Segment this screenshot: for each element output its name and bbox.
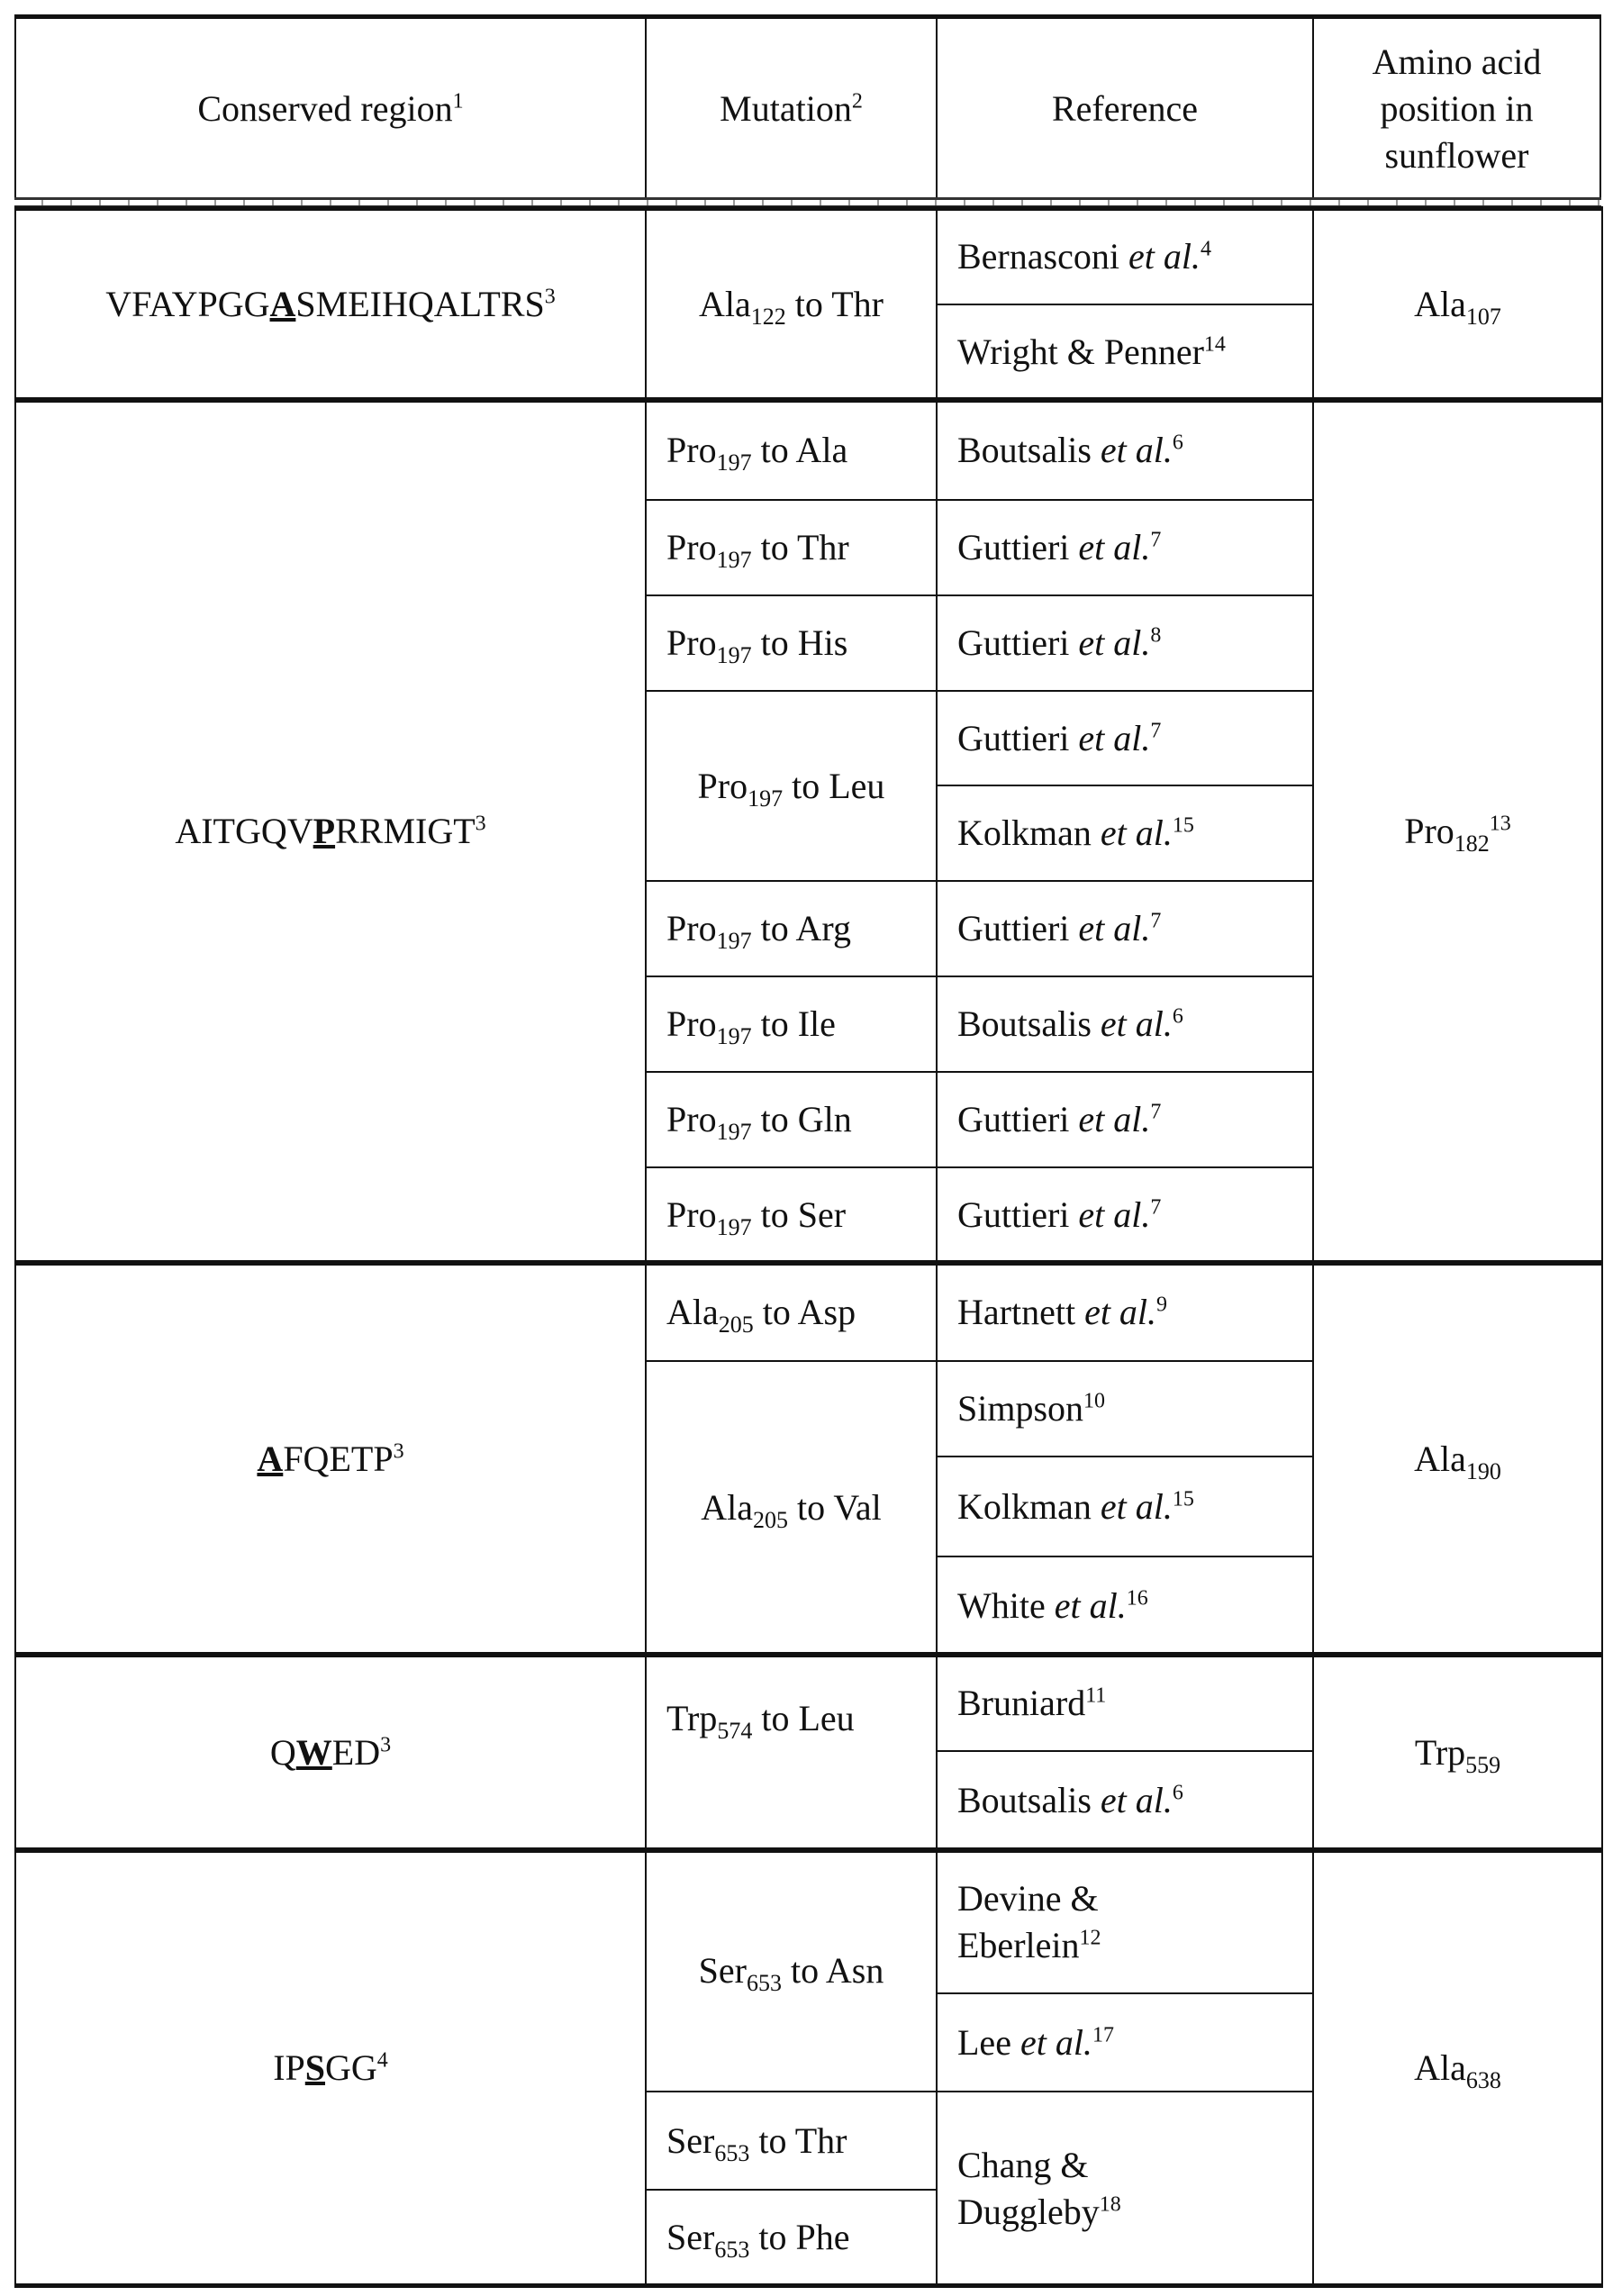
sequence-prefix: AITGQV	[175, 811, 313, 851]
author: Guttieri	[957, 1099, 1069, 1139]
amino-acid-position	[1415, 1729, 1500, 1776]
mutation-label	[666, 1695, 855, 1742]
author: Kolkman	[957, 1486, 1092, 1527]
author: Boutsalis	[957, 1780, 1092, 1820]
author: Guttieri	[957, 527, 1069, 567]
header-amino-acid-position	[1312, 14, 1601, 200]
mutation-cell	[645, 1360, 938, 1656]
mutation-label	[666, 1096, 852, 1143]
sequence-suffix: SMEIHQALTRS	[295, 284, 544, 324]
residue: Trp	[666, 1698, 717, 1738]
author: Guttieri	[957, 718, 1069, 758]
amino-acid-position	[1414, 2045, 1501, 2092]
et-al: et al.	[1101, 1780, 1173, 1820]
mutation-label	[699, 281, 884, 328]
reference-citation	[957, 620, 1161, 667]
amino-acid-position-cell	[1312, 1262, 1603, 1656]
residue-position: 197	[717, 642, 752, 668]
conserved-region-cell	[14, 1654, 647, 1851]
footnote-marker: 13	[1490, 812, 1511, 836]
footnote-marker: 7	[1150, 910, 1161, 933]
residue: Pro	[666, 1194, 717, 1235]
et-al: et al.	[1101, 812, 1173, 853]
et-al: et al.	[1078, 1099, 1150, 1139]
footnote-marker: 7	[1150, 1101, 1161, 1124]
et-al: et al.	[1084, 1292, 1156, 1332]
footnote-marker: 8	[1150, 624, 1161, 648]
footnote-marker: 7	[1150, 1196, 1161, 1220]
mutation-label	[698, 763, 885, 810]
et-al: et al.	[1055, 1585, 1127, 1626]
reference-citation	[957, 329, 1226, 376]
mutation-label	[666, 620, 847, 667]
residue-position: 197	[717, 1214, 752, 1240]
reference-citation	[957, 810, 1194, 857]
residue-position: 182	[1454, 830, 1490, 857]
reference-cell	[936, 785, 1314, 882]
mutation-label	[699, 1947, 884, 1994]
footnote-marker: 9	[1156, 1293, 1167, 1316]
header-label: Mutation	[720, 88, 852, 129]
residue: Ala	[1414, 284, 1466, 324]
et-al: et al.	[1078, 622, 1150, 663]
footnote-marker: 3	[394, 1439, 404, 1463]
amino-acid-position-cell	[1312, 208, 1603, 401]
residue: Ala	[666, 1292, 719, 1332]
reference-cell	[936, 499, 1314, 596]
reference-citation	[957, 1484, 1194, 1530]
sequence-prefix: IP	[273, 2047, 305, 2088]
footnote-marker: 3	[380, 1733, 391, 1756]
author: Boutsalis	[957, 1003, 1092, 1044]
key-residue: S	[305, 2047, 325, 2088]
footnote-marker: 2	[852, 89, 863, 113]
substitution: to Asp	[763, 1292, 856, 1332]
sequence-prefix: VFAYPGG	[105, 284, 269, 324]
mutation-cell	[645, 1071, 938, 1168]
mutation-label	[666, 1289, 856, 1336]
reference-cell	[936, 1849, 1314, 1994]
et-al: et al.	[1101, 1003, 1173, 1044]
amino-acid-position-cell	[1312, 399, 1603, 1264]
residue-position: 653	[714, 2237, 749, 2263]
mutation-label	[666, 2214, 849, 2261]
amino-acid-position-cell	[1312, 1654, 1603, 1851]
residue-position: 197	[717, 928, 752, 954]
residue-position: 205	[753, 1507, 788, 1533]
mutation-cell	[645, 690, 938, 882]
substitution: to Arg	[761, 908, 851, 948]
footnote-marker: 16	[1127, 1586, 1148, 1610]
author: Chang & Duggleby	[957, 2145, 1100, 2232]
key-residue: A	[270, 284, 296, 324]
reference-citation	[957, 233, 1211, 280]
residue-position: 197	[717, 1119, 752, 1145]
residue: Pro	[666, 1003, 717, 1044]
footnote-marker: 7	[1150, 529, 1161, 552]
substitution: to Ser	[761, 1194, 846, 1235]
et-al: et al.	[1128, 236, 1201, 277]
mutation-cell	[645, 2091, 938, 2191]
reference-cell	[936, 1262, 1314, 1362]
sequence-suffix: GG	[325, 2047, 377, 2088]
residue: Trp	[1415, 1732, 1465, 1773]
substitution: to Ala	[761, 430, 848, 470]
mutation-label	[666, 427, 847, 474]
author: Guttieri	[957, 622, 1069, 663]
residue-position: 559	[1465, 1752, 1500, 1778]
mutation-label	[666, 2118, 847, 2164]
residue: Pro	[666, 622, 717, 663]
conserved-region-cell	[14, 1262, 647, 1656]
footnote-marker: 4	[1201, 238, 1211, 261]
footnote-marker: 15	[1173, 814, 1194, 838]
conserved-region-cell	[14, 1849, 647, 2286]
reference-citation	[957, 1680, 1106, 1727]
author: Guttieri	[957, 908, 1069, 948]
mutation-label	[701, 1484, 881, 1531]
residue: Ala	[699, 284, 751, 324]
reference-citation	[957, 715, 1161, 762]
footnote-marker: 6	[1173, 1782, 1183, 1805]
key-residue: W	[296, 1732, 332, 1773]
residue: Ser	[666, 2217, 714, 2257]
et-al: et al.	[1078, 527, 1150, 567]
residue-position: 197	[717, 449, 752, 476]
residue-position: 653	[747, 1970, 782, 1996]
header-mutation	[645, 14, 938, 200]
residue-position: 197	[717, 1023, 752, 1049]
author: Hartnett	[957, 1292, 1075, 1332]
footnote-marker: 12	[1080, 1926, 1101, 1949]
reference-citation	[957, 1096, 1161, 1143]
header-reference	[936, 14, 1314, 200]
key-residue: P	[313, 811, 335, 851]
residue: Pro	[1404, 811, 1454, 851]
reference-citation	[957, 1583, 1148, 1629]
reference-cell	[936, 976, 1314, 1073]
footnote-marker: 7	[1150, 719, 1161, 742]
reference-citation	[957, 2142, 1164, 2236]
residue-position: 653	[714, 2140, 749, 2166]
sequence-prefix: Q	[270, 1732, 296, 1773]
footnote-marker: 15	[1173, 1487, 1194, 1511]
residue-position: 205	[719, 1311, 754, 1338]
conserved-region-sequence	[105, 281, 556, 328]
reference-cell	[936, 594, 1314, 692]
footnote-marker: 14	[1204, 333, 1226, 357]
reference-citation	[957, 1777, 1183, 1824]
amino-acid-position	[1414, 1436, 1501, 1483]
substitution: to Asn	[791, 1950, 884, 1991]
substitution: to Phe	[758, 2217, 849, 2257]
author: Devine & Eberlein	[957, 1878, 1099, 1965]
reference-citation	[957, 427, 1183, 474]
reference-cell	[936, 1992, 1314, 2092]
amino-acid-position-cell	[1312, 1849, 1603, 2286]
header-label: Conserved region	[197, 88, 452, 129]
amino-acid-position	[1414, 281, 1501, 328]
footnote-marker: 3	[545, 286, 556, 309]
residue: Pro	[666, 1099, 717, 1139]
footnote-marker: 17	[1092, 2023, 1114, 2046]
substitution: to Leu	[761, 1698, 854, 1738]
header-conserved-region	[14, 14, 647, 200]
header-double-rule	[14, 197, 1601, 208]
conserved-region-sequence	[270, 1729, 391, 1776]
et-al: et al.	[1020, 2022, 1092, 2063]
reference-cell	[936, 208, 1314, 305]
mutation-label	[666, 1192, 846, 1239]
author: Lee	[957, 2022, 1011, 2063]
residue: Pro	[698, 766, 748, 806]
mutation-cell	[645, 1166, 938, 1264]
header-label: Reference	[1052, 86, 1198, 132]
mutation-cell	[645, 399, 938, 501]
reference-citation	[957, 2019, 1114, 2066]
author: Simpson	[957, 1388, 1083, 1429]
residue: Pro	[666, 527, 717, 567]
residue: Ser	[699, 1950, 747, 1991]
sequence-suffix: RRMIGT	[335, 811, 476, 851]
footnote-marker: 11	[1085, 1683, 1106, 1707]
mutation-cell	[645, 976, 938, 1073]
et-al: et al.	[1078, 718, 1150, 758]
substitution: to Leu	[792, 766, 884, 806]
header-label: Amino acid position in sunflower	[1332, 39, 1581, 179]
substitution: to Val	[797, 1487, 882, 1528]
author: Bernasconi	[957, 236, 1119, 277]
conserved-region-sequence	[175, 808, 485, 855]
reference-cell	[936, 1556, 1314, 1656]
mutation-cell	[645, 594, 938, 692]
footnote-marker: 6	[1173, 1005, 1183, 1029]
residue-position: 122	[751, 304, 786, 330]
author: Kolkman	[957, 812, 1092, 853]
reference-cell	[936, 880, 1314, 977]
author: White	[957, 1585, 1046, 1626]
et-al: et al.	[1078, 1194, 1150, 1235]
conserved-region-cell	[14, 208, 647, 401]
residue: Ala	[701, 1487, 753, 1528]
reference-cell	[936, 1456, 1314, 1557]
mutation-label	[666, 524, 849, 571]
mutation-cell	[645, 499, 938, 596]
footnote-marker: 3	[476, 812, 486, 836]
conserved-region-sequence	[273, 2045, 388, 2092]
residue-position: 197	[748, 785, 783, 812]
reference-cell	[936, 1071, 1314, 1168]
residue-position: 197	[717, 547, 752, 573]
mutation-cell	[645, 2189, 938, 2286]
footnote-marker: 6	[1173, 431, 1183, 454]
reference-citation	[957, 1289, 1167, 1336]
author: Boutsalis	[957, 430, 1092, 470]
reference-cell	[936, 399, 1314, 501]
mutation-cell	[645, 1262, 938, 1362]
residue-position: 638	[1466, 2067, 1501, 2093]
substitution: to Ile	[761, 1003, 836, 1044]
footnote-marker: 4	[377, 2048, 388, 2072]
reference-citation	[957, 905, 1161, 952]
residue: Pro	[666, 430, 717, 470]
reference-citation	[957, 1385, 1105, 1432]
reference-cell	[936, 1360, 1314, 1457]
et-al: et al.	[1078, 908, 1150, 948]
conserved-region-cell	[14, 399, 647, 1264]
mutation-cell	[645, 1654, 938, 1851]
residue: Ala	[1414, 1438, 1466, 1479]
reference-cell	[936, 1166, 1314, 1264]
residue-position: 574	[717, 1718, 752, 1744]
reference-cell	[936, 1750, 1314, 1851]
residue-position: 107	[1466, 304, 1501, 330]
reference-cell	[936, 690, 1314, 786]
footnote-marker: 10	[1083, 1390, 1105, 1413]
sequence-suffix: FQETP	[283, 1438, 393, 1479]
key-residue: A	[257, 1438, 283, 1479]
substitution: to Thr	[758, 2120, 847, 2161]
et-al: et al.	[1101, 1486, 1173, 1527]
substitution: to Gln	[761, 1099, 852, 1139]
mutation-cell	[645, 880, 938, 977]
mutation-cell	[645, 208, 938, 401]
reference-citation	[957, 1192, 1161, 1239]
reference-cell	[936, 2091, 1314, 2286]
reference-citation	[957, 524, 1161, 571]
et-al: et al.	[1101, 430, 1173, 470]
residue: Pro	[666, 908, 717, 948]
footnote-marker: 1	[453, 89, 464, 113]
reference-citation	[957, 1875, 1164, 1969]
substitution: to Thr	[795, 284, 884, 324]
sequence-suffix: ED	[332, 1732, 380, 1773]
reference-cell	[936, 304, 1314, 401]
footnote-marker: 18	[1100, 2192, 1121, 2216]
reference-citation	[957, 1001, 1183, 1048]
substitution: to Thr	[761, 527, 849, 567]
mutation-cell	[645, 1849, 938, 2092]
reference-cell	[936, 1654, 1314, 1752]
residue: Ser	[666, 2120, 714, 2161]
mutation-label	[666, 905, 851, 952]
author: Guttieri	[957, 1194, 1069, 1235]
amino-acid-position	[1404, 808, 1511, 855]
author: Wright & Penner	[957, 331, 1204, 372]
conserved-region-sequence	[257, 1436, 403, 1483]
substitution: to His	[761, 622, 848, 663]
residue-position: 190	[1466, 1458, 1501, 1484]
author: Bruniard	[957, 1683, 1085, 1723]
residue: Ala	[1414, 2047, 1466, 2088]
mutation-label	[666, 1001, 836, 1048]
